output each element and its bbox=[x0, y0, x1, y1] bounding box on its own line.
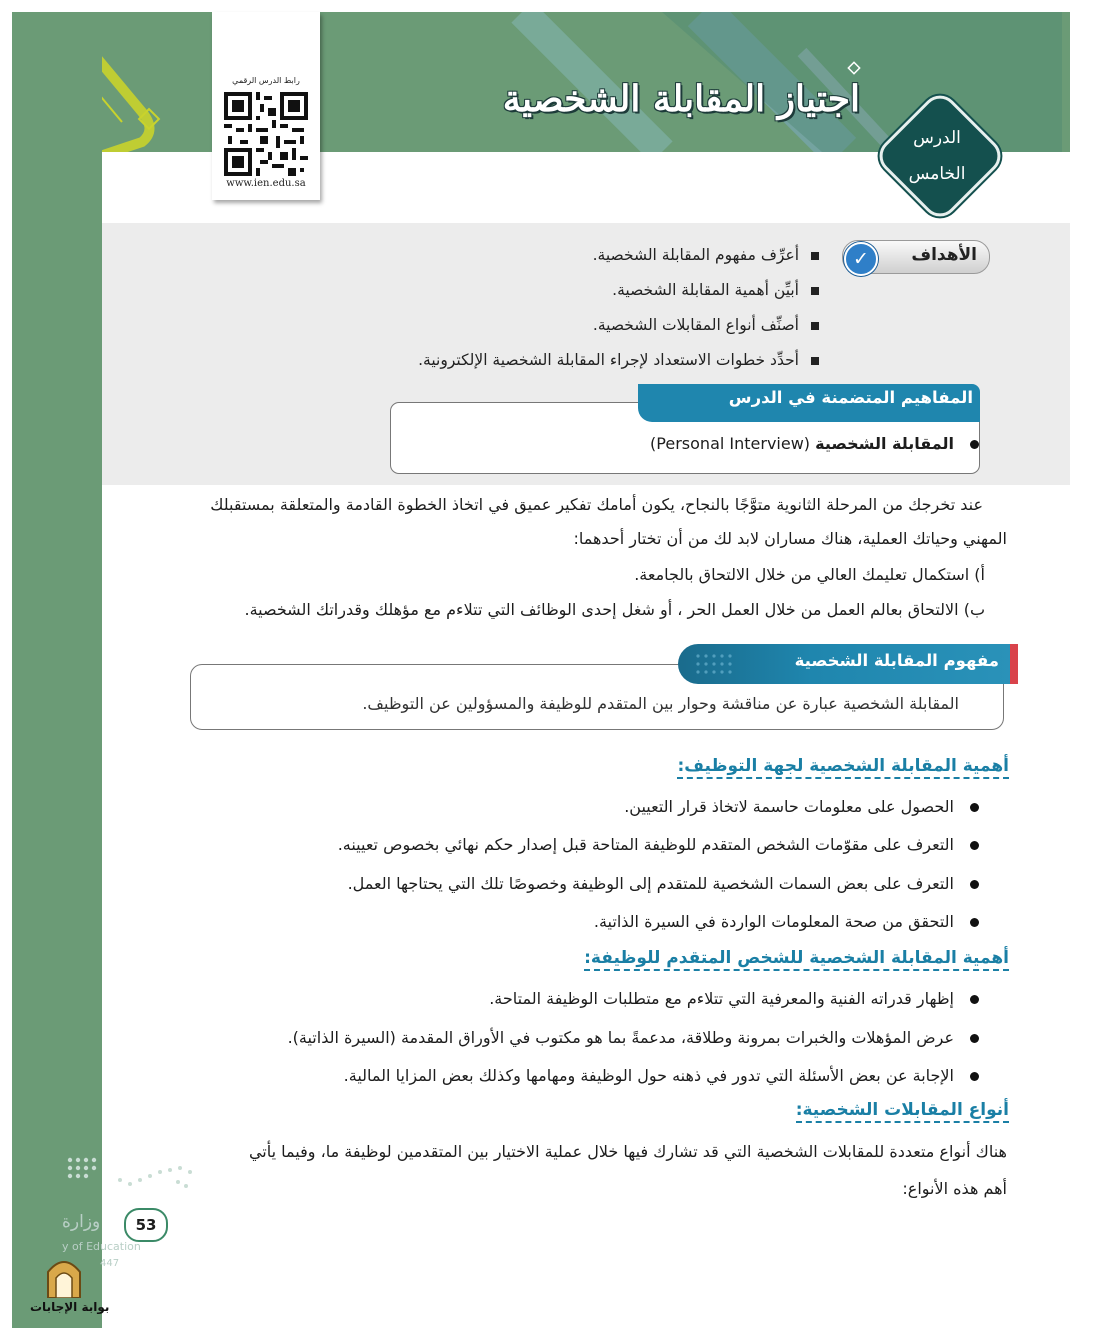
definition-title: مفهوم المقابلة الشخصية bbox=[794, 651, 999, 670]
qr-code-icon[interactable] bbox=[224, 92, 308, 176]
left-green-bar bbox=[12, 12, 102, 1328]
watermark-icon bbox=[44, 1256, 84, 1298]
lesson-badge bbox=[874, 90, 1000, 216]
list-item: التحقق من صحة المعلومات الواردة في السيرة الذاتية. bbox=[594, 912, 979, 931]
dots-pattern bbox=[678, 644, 798, 684]
objectives-label: الأهداف bbox=[911, 245, 977, 265]
ministry-logo-dots bbox=[60, 1150, 200, 1210]
page-title: اجتياز المقابلة الشخصية bbox=[502, 78, 860, 120]
objective-item: أصنِّف أنواع المقابلات الشخصية. bbox=[593, 316, 819, 334]
qr-label: رابط الدرس الرقمي bbox=[232, 76, 300, 85]
section-heading-applicant: أهمية المقابلة الشخصية للشخص المتقدم للوظيفة: bbox=[584, 948, 1009, 971]
list-item: إظهار قدراته الفنية والمعرفية التي تتلاءم مع متطلبات الوظيفة المتاحة. bbox=[489, 989, 979, 1008]
lesson-badge-line2: الخامس bbox=[908, 164, 966, 184]
watermark-text: بوابة الإجابات bbox=[30, 1300, 110, 1314]
types-line: هناك أنواع متعددة للمقابلات الشخصية التي قد تشارك فيها خلال عملية الاختيار بين المتقدمين لوظيفة ما، وفيما يأتي bbox=[248, 1142, 1007, 1161]
lesson-badge-line1: الدرس bbox=[913, 128, 961, 148]
objective-item: أحدِّد خطوات الاستعداد لإجراء المقابلة الشخصية الإلكترونية. bbox=[418, 351, 819, 369]
page-number: 53 bbox=[124, 1208, 168, 1242]
ministry-name: وزارة bbox=[62, 1212, 101, 1232]
qr-card[interactable] bbox=[212, 12, 320, 200]
check-icon: ✓ bbox=[844, 242, 878, 276]
ministry-year: 447 bbox=[100, 1258, 120, 1269]
intro-line: عند تخرجك من المرحلة الثانوية متوَّجًا بالنجاح، يكون أمامك تفكير عميق في اتخاذ الخطوة القادمة والمتعلقة بمستقبلك bbox=[210, 495, 983, 514]
ministry-name-en: y of Education bbox=[62, 1240, 141, 1253]
section-heading-types: أنواع المقابلات الشخصية: bbox=[796, 1100, 1009, 1123]
list-item: الإجابة عن بعض الأسئلة التي تدور في ذهنه حول الوظيفة ومهامها وكذلك بعض المزايا المالية. bbox=[344, 1066, 979, 1085]
list-item: عرض المؤهلات والخبرات بمرونة وطلاقة، مدعمةً بما هو مكتوب في الأوراق المقدمة (السيرة الذاتية). bbox=[288, 1028, 979, 1047]
list-item: التعرف على بعض السمات الشخصية للمتقدم إلى الوظيفة وخصوصًا تلك التي يحتاجها العمل. bbox=[348, 874, 979, 893]
types-line: أهم هذه الأنواع: bbox=[902, 1179, 1007, 1198]
concept-item: المقابلة الشخصية (Personal Interview) bbox=[650, 434, 979, 453]
section-heading-employer: أهمية المقابلة الشخصية لجهة التوظيف: bbox=[677, 756, 1009, 779]
definition-accent bbox=[1010, 644, 1018, 684]
list-item: الحصول على معلومات حاسمة لاتخاذ قرار التعيين. bbox=[624, 797, 979, 816]
intro-line: المهني وحياتك العملية، هناك مساران لابد لك من أن تختار أحدهما: bbox=[573, 529, 1007, 548]
definition-text: المقابلة الشخصية عبارة عن مناقشة وحوار بين المتقدم للوظيفة والمسؤولين عن التوظيف. bbox=[362, 694, 959, 713]
page-margin bbox=[1070, 0, 1107, 1328]
qr-url[interactable]: www.ien.edu.sa bbox=[226, 178, 306, 189]
objective-item: أعرِّف مفهوم المقابلة الشخصية. bbox=[593, 246, 819, 264]
list-item: التعرف على مقوّمات الشخص المتقدم للوظيفة المتاحة قبل إصدار حكم نهائي بخصوص تعيينه. bbox=[338, 835, 979, 854]
intro-option-a: أ) استكمال تعليمك العالي من خلال الالتحاق بالجامعة. bbox=[634, 565, 985, 584]
concepts-title: المفاهيم المتضمنة في الدرس bbox=[728, 388, 973, 407]
intro-option-b: ب) الالتحاق بعالم العمل من خلال العمل الحر ، أو شغل إحدى الوظائف التي تتلاءم مع مؤهلك وقدراتك الشخصية. bbox=[244, 600, 985, 619]
objective-item: أبيِّن أهمية المقابلة الشخصية. bbox=[612, 281, 819, 299]
